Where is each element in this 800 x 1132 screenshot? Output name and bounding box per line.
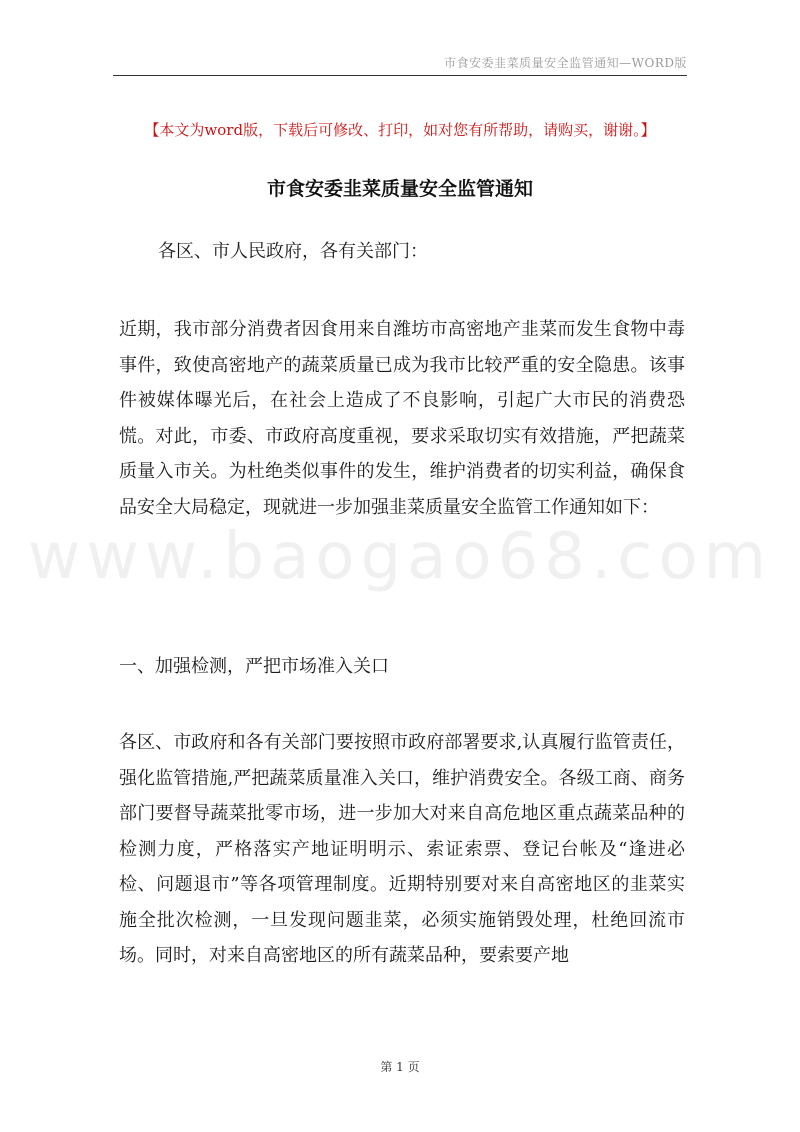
running-header: 市食安委韭菜质量安全监管通知—WORD版 <box>444 56 687 70</box>
header-rule <box>113 75 687 76</box>
document-title: 市食安委韭菜质量安全监管通知 <box>266 178 533 200</box>
body-paragraph-1: 近期，我市部分消费者因食用来自潍坊市高密地产韭菜而发生食物中毒事件，致使高密地产的蔬菜质量已成为我市比较严重的安全隐患。该事件被媒体曝光后，在社会上造成了不良影响，引起广大市民的消费恐慌。对此，市委、市政府高度重视，要求采取切实有效措施，严把蔬菜质量入市关。为杜绝类似事件的发生，维护消费者的切实利益，确保食品安全大局稳定，现就进一步加强韭菜质量安全监管工作通知如下： <box>119 319 685 518</box>
page-number: 第 1 页 <box>380 1060 420 1074</box>
body-paragraph-2: 各区、市政府和各有关部门要按照市政府部署要求,认真履行监管责任，强化监管措施,严把蔬菜质量准入关口，维护消费安全。各级工商、商务部门要督导蔬菜批零市场，进一步加大对来自高危地区重点蔬菜品种的检测力度，严格落实产地证明明示、索证索票、登记台帐及“逢进必检、问题退市”等各项管理制度。近期特别要对来自高密地区的韭菜实施全批次检测，一旦发现问题韭菜，必须实施销毁处理，杜绝回流市场。同时，对来自高密地区的所有蔬菜品种，要索要产地 <box>119 732 685 966</box>
salutation: 各区、市人民政府，各有关部门： <box>158 241 428 262</box>
download-notice: 【本文为word版，下载后可修改、打印，如对您有所帮助，请购买，谢谢。】 <box>144 121 656 139</box>
section-heading-1: 一、加强检测，严把市场准入关口 <box>119 656 389 677</box>
watermark: www.baogao68.com <box>28 520 772 594</box>
